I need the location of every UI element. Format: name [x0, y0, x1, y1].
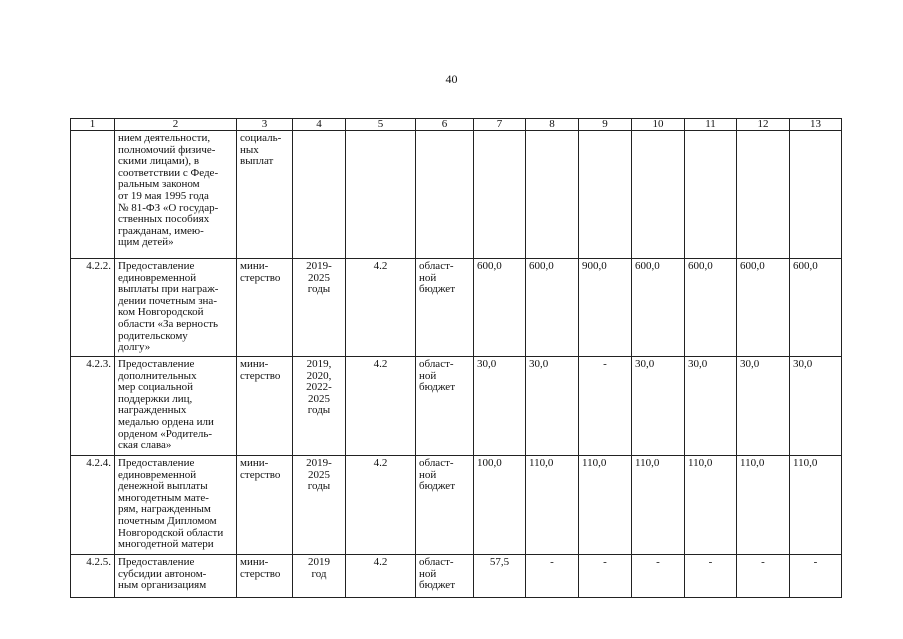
- table-row: [71, 555, 842, 598]
- cell-line: област-: [419, 457, 454, 469]
- cell-line: гражданам, имею-: [118, 224, 204, 237]
- funding-source-cell: [416, 357, 474, 456]
- funding-value-cell: 30,0: [790, 357, 842, 456]
- funding-value-cell: [474, 131, 526, 259]
- period-cell: [293, 357, 346, 456]
- period-cell: [293, 259, 346, 357]
- funding-value-cell: [737, 131, 790, 259]
- cell-line: год: [311, 567, 327, 580]
- cell-line: ственных пособиях: [118, 213, 210, 226]
- cell-line: ной: [419, 468, 437, 481]
- table-row: [71, 259, 842, 357]
- cell-line: щим детей»: [118, 236, 174, 249]
- funding-value-cell: [790, 131, 842, 259]
- target-index-cell: 4.2: [346, 456, 416, 555]
- item-number-cell: 4.2.4.: [71, 456, 115, 555]
- executor-cell: [237, 259, 293, 357]
- funding-value-cell: 30,0: [632, 357, 685, 456]
- cell-line: бюджет: [419, 283, 455, 296]
- item-number-cell: 4.2.5.: [71, 555, 115, 598]
- cell-line: дополнительных: [118, 369, 197, 382]
- executor-cell: [237, 456, 293, 555]
- funding-value-cell: 110,0: [737, 456, 790, 555]
- table-row: [71, 131, 842, 259]
- item-number-cell: [71, 131, 115, 259]
- cell-line: скими лицами), в: [118, 155, 200, 168]
- cell-line: стерство: [240, 567, 281, 580]
- cell-line: бюджет: [419, 579, 455, 592]
- funding-source-cell: [416, 131, 474, 259]
- cell-line: субсидии автоном-: [118, 567, 207, 580]
- cell-line: долгу»: [118, 341, 151, 354]
- activity-name-cell: [115, 259, 237, 357]
- cell-line: поддержки лиц,: [118, 392, 193, 405]
- column-header: 6: [416, 119, 474, 131]
- cell-line: ральным законом: [118, 178, 200, 191]
- column-header: 4: [293, 119, 346, 131]
- column-header: 11: [685, 119, 737, 131]
- period-cell: [293, 555, 346, 598]
- activity-name-cell: [115, 131, 237, 259]
- cell-line: стерство: [240, 369, 281, 382]
- funding-value-cell: 110,0: [685, 456, 737, 555]
- column-header: 5: [346, 119, 416, 131]
- cell-line: мини-: [240, 457, 269, 469]
- target-index-cell: 4.2: [346, 555, 416, 598]
- cell-line: ной: [419, 271, 437, 284]
- cell-line: ной: [419, 567, 437, 580]
- funding-value-cell: [632, 131, 685, 259]
- cell-line: 2019,: [306, 358, 332, 370]
- funding-source-cell: [416, 259, 474, 357]
- cell-line: рям, награжденным: [118, 503, 211, 516]
- cell-line: област-: [419, 556, 454, 568]
- cell-line: 2025: [308, 392, 330, 405]
- cell-line: стерство: [240, 468, 281, 481]
- cell-line: област-: [419, 358, 454, 370]
- cell-line: орденом «Родитель-: [118, 427, 213, 440]
- activity-name-cell: [115, 357, 237, 456]
- cell-line: мини-: [240, 358, 269, 370]
- funding-value-cell: 57,5: [474, 555, 526, 598]
- cell-line: 2025: [308, 271, 330, 284]
- cell-line: от 19 мая 1995 года: [118, 189, 209, 202]
- cell-line: единовременной: [118, 468, 197, 481]
- cell-line: почетным Дипломом: [118, 514, 217, 527]
- cell-line: нием деятельности,: [118, 132, 211, 144]
- funding-value-cell: 110,0: [790, 456, 842, 555]
- cell-line: мер социальной: [118, 381, 194, 394]
- funding-value-cell: -: [579, 357, 632, 456]
- cell-line: многодетным мате-: [118, 491, 209, 504]
- cell-line: Предоставление: [118, 260, 195, 272]
- table-row: [71, 357, 842, 456]
- cell-line: ком Новгородской: [118, 306, 204, 319]
- funding-value-cell: -: [790, 555, 842, 598]
- period-cell: [293, 456, 346, 555]
- cell-line: родительскому: [118, 329, 188, 342]
- column-header: 13: [790, 119, 842, 131]
- funding-value-cell: [579, 131, 632, 259]
- column-header: 8: [526, 119, 579, 131]
- cell-line: 2019-: [306, 457, 332, 469]
- cell-line: ной: [419, 369, 437, 382]
- item-number-cell: 4.2.3.: [71, 357, 115, 456]
- cell-line: мини-: [240, 260, 269, 272]
- program-table: [70, 118, 842, 598]
- cell-line: ных: [240, 143, 259, 156]
- cell-line: полномочий физиче-: [118, 143, 216, 156]
- period-cell: [293, 131, 346, 259]
- funding-value-cell: 900,0: [579, 259, 632, 357]
- funding-value-cell: 600,0: [737, 259, 790, 357]
- cell-line: стерство: [240, 271, 281, 284]
- column-header: 9: [579, 119, 632, 131]
- funding-source-cell: [416, 555, 474, 598]
- cell-line: 2020,: [306, 369, 332, 382]
- funding-value-cell: 600,0: [474, 259, 526, 357]
- cell-line: бюджет: [419, 381, 455, 394]
- cell-line: мини-: [240, 556, 269, 568]
- cell-line: выплаты при награж-: [118, 283, 219, 296]
- funding-value-cell: 110,0: [526, 456, 579, 555]
- cell-line: награжденных: [118, 404, 187, 417]
- cell-line: ская слава»: [118, 439, 172, 452]
- cell-line: Предоставление: [118, 457, 195, 469]
- funding-value-cell: 110,0: [579, 456, 632, 555]
- column-header: 3: [237, 119, 293, 131]
- cell-line: 2025: [308, 468, 330, 481]
- table-row: [71, 456, 842, 555]
- funding-value-cell: 30,0: [526, 357, 579, 456]
- column-header: 2: [115, 119, 237, 131]
- funding-value-cell: -: [579, 555, 632, 598]
- column-header: 7: [474, 119, 526, 131]
- cell-line: годы: [307, 404, 331, 417]
- funding-value-cell: -: [632, 555, 685, 598]
- funding-value-cell: 600,0: [790, 259, 842, 357]
- cell-line: социаль-: [240, 132, 282, 144]
- funding-value-cell: 600,0: [685, 259, 737, 357]
- funding-value-cell: 110,0: [632, 456, 685, 555]
- cell-line: област-: [419, 260, 454, 272]
- activity-name-cell: [115, 456, 237, 555]
- funding-value-cell: 600,0: [526, 259, 579, 357]
- cell-line: соответствии с Феде-: [118, 166, 219, 179]
- item-number-cell: 4.2.2.: [71, 259, 115, 357]
- funding-value-cell: 30,0: [474, 357, 526, 456]
- cell-line: № 81-ФЗ «О государ-: [118, 201, 219, 214]
- column-header: 12: [737, 119, 790, 131]
- cell-line: бюджет: [419, 480, 455, 493]
- funding-value-cell: -: [737, 555, 790, 598]
- cell-line: медалью ордена или: [118, 415, 214, 428]
- target-index-cell: 4.2: [346, 259, 416, 357]
- cell-line: единовременной: [118, 271, 197, 284]
- column-header: 1: [71, 119, 115, 131]
- funding-source-cell: [416, 456, 474, 555]
- cell-line: ным организациям: [118, 579, 207, 592]
- cell-line: 2022-: [306, 381, 332, 394]
- executor-cell: [237, 357, 293, 456]
- cell-line: годы: [307, 283, 331, 296]
- activity-name-cell: [115, 555, 237, 598]
- cell-line: годы: [307, 480, 331, 493]
- funding-value-cell: 600,0: [632, 259, 685, 357]
- cell-line: многодетной матери: [118, 538, 214, 551]
- target-index-cell: [346, 131, 416, 259]
- funding-value-cell: [685, 131, 737, 259]
- page-number: 40: [445, 72, 458, 86]
- column-header: 10: [632, 119, 685, 131]
- cell-line: Предоставление: [118, 556, 195, 568]
- funding-value-cell: 100,0: [474, 456, 526, 555]
- target-index-cell: 4.2: [346, 357, 416, 456]
- cell-line: 2019-: [306, 260, 332, 272]
- cell-line: денежной выплаты: [118, 480, 208, 493]
- funding-value-cell: 30,0: [737, 357, 790, 456]
- executor-cell: [237, 555, 293, 598]
- cell-line: дении почетным зна-: [118, 294, 217, 307]
- cell-line: Предоставление: [118, 358, 195, 370]
- executor-cell: [237, 131, 293, 259]
- cell-line: Новгородской области: [118, 526, 224, 539]
- funding-value-cell: -: [685, 555, 737, 598]
- cell-line: выплат: [240, 155, 274, 168]
- funding-value-cell: -: [526, 555, 579, 598]
- cell-line: 2019: [308, 556, 330, 568]
- cell-line: области «За верность: [118, 317, 219, 330]
- funding-value-cell: [526, 131, 579, 259]
- column-number-row: [71, 119, 842, 131]
- funding-value-cell: 30,0: [685, 357, 737, 456]
